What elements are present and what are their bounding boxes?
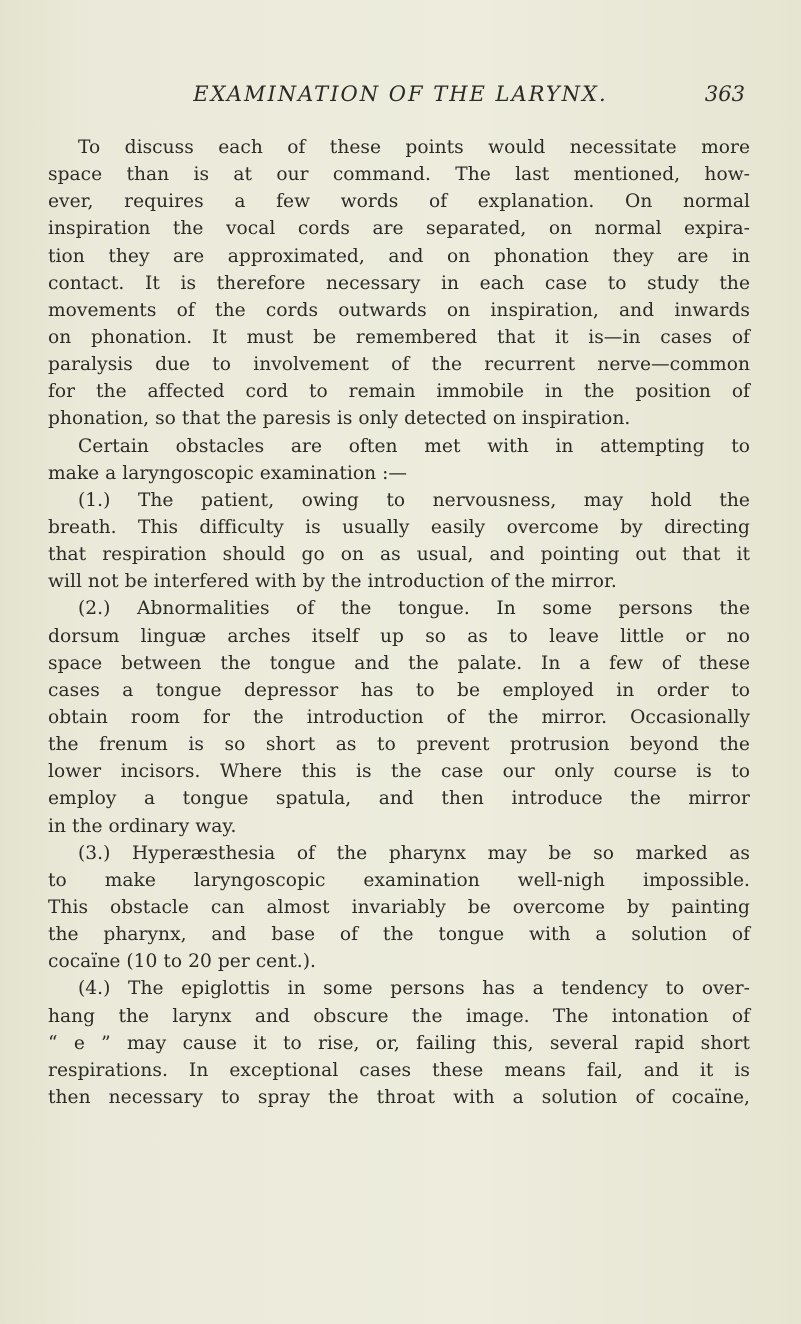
text-line: cocaïne (10 to 20 per cent.).: [48, 951, 317, 973]
text-line: tion they are approximated, and on phonation they are in: [48, 245, 750, 267]
text-line: (2.) Abnormalities of the tongue. In some persons the: [78, 598, 750, 620]
text-line: on phonation. It must be remembered that it is—in cases of: [48, 326, 750, 348]
text-line: in the ordinary way.: [48, 815, 237, 837]
text-line: To discuss each of these points would necessitate more: [78, 137, 750, 158]
page-number: 363: [704, 82, 745, 106]
text-line: to make laryngoscopic examination well-nigh impossible.: [48, 869, 750, 891]
text-line: “ e ” may cause it to rise, or, failing this, several rapid short: [48, 1032, 750, 1054]
text-line: (4.) The epiglottis in some persons has a tendency to over-: [78, 978, 750, 1000]
text-line: make a laryngoscopic examination :—: [48, 462, 408, 484]
text-line: that respiration should go on as usual, and pointing out that it: [48, 544, 750, 566]
text-line: space between the tongue and the palate. In a few of these: [48, 652, 750, 674]
text-line: phonation, so that the paresis is only detected on inspiration.: [48, 408, 631, 430]
text-line: cases a tongue depressor has to be employed in order to: [48, 679, 750, 701]
text-line: This obstacle can almost invariably be overcome by painting: [48, 896, 750, 918]
page-header: [0, 82, 801, 116]
text-line: contact. It is therefore necessary in each case to study the: [48, 272, 750, 294]
text-line: the pharynx, and base of the tongue with a solution of: [48, 924, 750, 946]
text-line: Certain obstacles are often met with in attempting to: [78, 435, 750, 457]
text-line: (1.) The patient, owing to nervousness, may hold the: [78, 489, 750, 511]
text-line: the frenum is so short as to prevent protrusion beyond the: [48, 734, 750, 756]
text-line: paralysis due to involvement of the recurrent nerve—common: [48, 354, 750, 376]
text-line: space than is at our command. The last mentioned, how-: [48, 164, 750, 186]
text-line: inspiration the vocal cords are separated, on normal expira-: [48, 218, 750, 240]
text-line: movements of the cords outwards on inspiration, and inwards: [48, 299, 750, 321]
text-line: will not be interfered with by the introduction of the mirror.: [48, 571, 617, 593]
text-line: (3.) Hyperæsthesia of the pharynx may be so marked as: [78, 842, 750, 864]
text-line: employ a tongue spatula, and then introduce the mirror: [48, 788, 750, 810]
text-line: dorsum linguæ arches itself up so as to leave little or no: [48, 625, 750, 647]
text-line: ever, requires a few words of explanation. On normal: [48, 191, 750, 213]
text-line: breath. This difficulty is usually easily overcome by directing: [48, 516, 750, 538]
text-line: for the affected cord to remain immobile in the position of: [48, 381, 750, 403]
body-text: [48, 134, 750, 1111]
text-line: obtain room for the introduction of the mirror. Occasionally: [48, 706, 750, 728]
text-line: lower incisors. Where this is the case our only course is to: [48, 761, 750, 783]
text-line: respirations. In exceptional cases these means fail, and it is: [48, 1059, 750, 1081]
text-line: then necessary to spray the throat with a solution of cocaïne,: [48, 1086, 750, 1108]
running-title: EXAMINATION OF THE LARYNX.: [193, 82, 608, 106]
text-line: hang the larynx and obscure the image. The intonation of: [48, 1005, 750, 1027]
